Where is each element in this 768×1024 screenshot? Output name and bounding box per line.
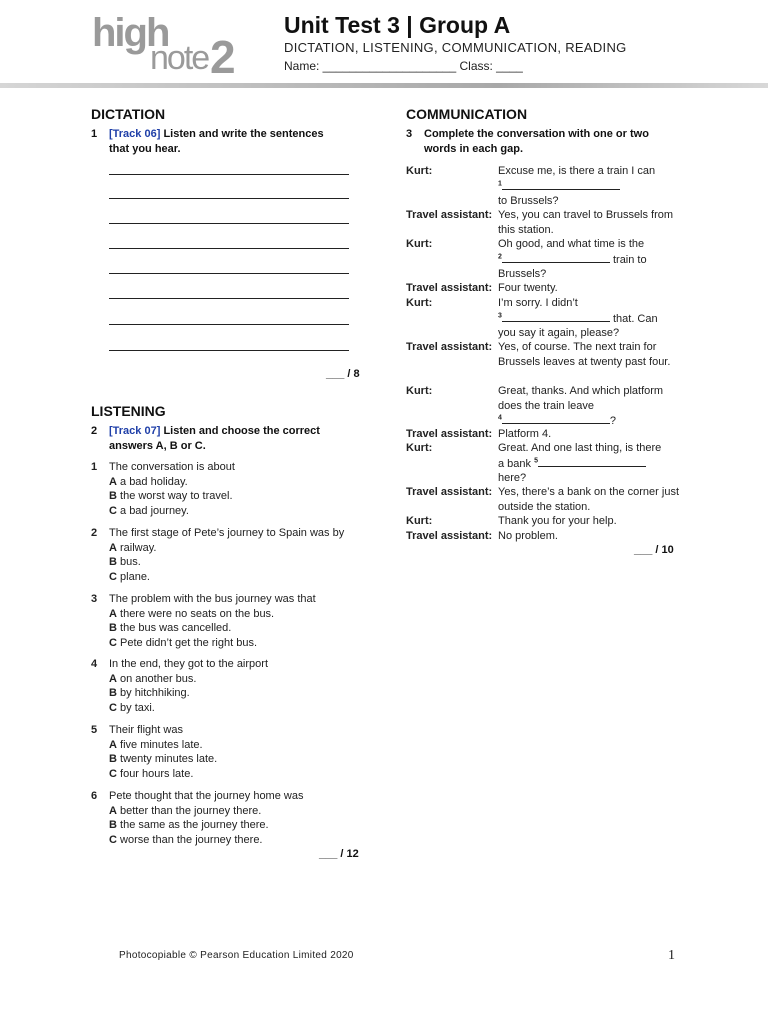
- speaker-label: Travel assistant:: [406, 209, 493, 221]
- test-subtitle: DICTATION, LISTENING, COMMUNICATION, READING: [284, 40, 627, 55]
- dialogue-turn: [406, 441, 686, 485]
- high-note-logo: [92, 10, 252, 83]
- question-text: In the end, they got to the airport: [109, 658, 268, 670]
- speaker-label: Kurt:: [406, 238, 433, 250]
- question-text: The first stage of Pete’s journey to Spain was by: [109, 527, 345, 539]
- question-item: [91, 789, 371, 849]
- dialogue-turn: [406, 427, 686, 442]
- name-class-line: Name: ____________________ Class: ____: [284, 59, 523, 73]
- dialogue-turn: [406, 384, 686, 428]
- option-b[interactable]: B the worst way to travel.: [109, 490, 233, 502]
- option-b[interactable]: B by hitchhiking.: [109, 687, 190, 699]
- utterance: Platform 4.: [498, 428, 552, 440]
- instruction-text: words in each gap.: [424, 143, 524, 155]
- answer-gap-4[interactable]: [502, 413, 610, 424]
- answer-gap-1[interactable]: [502, 179, 620, 190]
- communication-score: ___ / 10: [634, 544, 674, 556]
- option-c[interactable]: C a bad journey.: [109, 504, 189, 517]
- track-label: [Track 06]: [109, 128, 161, 140]
- question-item: [91, 592, 371, 652]
- option-c[interactable]: C worse than the journey there.: [109, 833, 263, 846]
- speaker-label: Travel assistant:: [406, 341, 493, 353]
- answer-line[interactable]: [109, 273, 349, 274]
- track-label: [Track 07]: [109, 425, 161, 437]
- dialogue-turn: [406, 485, 686, 514]
- option-b[interactable]: B the same as the journey there.: [109, 819, 269, 831]
- question-text: Pete thought that the journey home was: [109, 790, 304, 802]
- listening-instruction: [91, 424, 371, 456]
- utterance: Yes, there’s a bank on the corner just outside the station.: [498, 486, 680, 513]
- option-b[interactable]: B the bus was cancelled.: [109, 622, 232, 634]
- option-c[interactable]: C by taxi.: [109, 701, 155, 714]
- answer-line[interactable]: [109, 298, 349, 299]
- listening-score: ___ / 12: [319, 848, 359, 860]
- utterance: I’m sorry. I didn’t $^3$ that. Can you say it again, please?: [498, 297, 658, 339]
- dictation-heading: DICTATION: [91, 106, 166, 122]
- answer-line[interactable]: [109, 350, 349, 351]
- utterance: Great, thanks. And which platform does the train leave $^4$ ?: [498, 385, 664, 427]
- speaker-label: Travel assistant:: [406, 530, 493, 542]
- dialogue-turn: [406, 164, 686, 208]
- utterance: Great. And one last thing, is there a bank $^5$ here?: [498, 442, 662, 484]
- answer-line[interactable]: [109, 223, 349, 224]
- dialogue-turn: [406, 208, 686, 237]
- option-b[interactable]: B bus.: [109, 556, 141, 568]
- instruction-text: Listen and choose the correct: [163, 425, 320, 437]
- option-a[interactable]: A railway.: [109, 541, 157, 554]
- exercise-number: 1: [91, 128, 98, 140]
- communication-heading: COMMUNICATION: [406, 106, 528, 122]
- instruction-text: Listen and write the sentences: [163, 128, 324, 140]
- question-number: 5: [91, 724, 98, 736]
- speaker-label: Kurt:: [406, 385, 433, 397]
- question-number: 1: [91, 461, 98, 473]
- instruction-text: answers A, B or C.: [109, 440, 206, 452]
- question-text: The problem with the bus journey was that: [109, 593, 316, 605]
- option-c[interactable]: C plane.: [109, 570, 150, 583]
- question-item: [91, 723, 371, 783]
- dialogue-turn: [406, 529, 686, 544]
- option-c[interactable]: C four hours late.: [109, 767, 194, 780]
- header-divider: [0, 83, 768, 88]
- dialogue-turn: [406, 296, 686, 340]
- dictation-instruction: [91, 127, 371, 159]
- instruction-text: Complete the conversation with one or two: [424, 128, 649, 140]
- dialogue-turn: [406, 340, 686, 384]
- listening-heading: LISTENING: [91, 403, 166, 419]
- logo-number: 2: [210, 31, 236, 83]
- copyright-footer: Photocopiable © Pearson Education Limited 2020: [119, 950, 354, 961]
- logo-word-high: high: [92, 11, 169, 55]
- option-b[interactable]: B twenty minutes late.: [109, 753, 218, 765]
- utterance: Four twenty.: [498, 282, 558, 294]
- answer-line[interactable]: [109, 174, 349, 175]
- utterance: Yes, you can travel to Brussels from this station.: [498, 209, 674, 236]
- option-a[interactable]: A on another bus.: [109, 672, 197, 685]
- speaker-label: Travel assistant:: [406, 428, 493, 440]
- exercise-number: 2: [91, 425, 98, 437]
- speaker-label: Kurt:: [406, 442, 433, 454]
- question-item: [91, 460, 371, 520]
- question-item: [91, 526, 371, 586]
- instruction-text: that you hear.: [109, 143, 181, 155]
- dialogue-turn: [406, 281, 686, 296]
- utterance: No problem.: [498, 530, 558, 542]
- answer-line[interactable]: [109, 248, 349, 249]
- page-number: 1: [668, 948, 675, 963]
- page-header: [0, 0, 768, 92]
- option-a[interactable]: A there were no seats on the bus.: [109, 607, 275, 620]
- dialogue-turn: [406, 514, 686, 529]
- question-item: [91, 657, 371, 717]
- question-number: 4: [91, 658, 98, 670]
- communication-instruction: [406, 127, 686, 159]
- utterance: Excuse me, is there a train I can $^1$ to Brussels?: [498, 165, 656, 207]
- speaker-label: Kurt:: [406, 515, 433, 527]
- question-text: Their flight was: [109, 724, 183, 736]
- question-number: 6: [91, 790, 98, 802]
- option-c[interactable]: C Pete didn’t get the right bus.: [109, 636, 257, 649]
- answer-gap-2[interactable]: [502, 252, 610, 263]
- dictation-score: ___ / 8: [326, 368, 360, 380]
- option-a[interactable]: A better than the journey there.: [109, 804, 262, 817]
- answer-line[interactable]: [109, 324, 349, 325]
- question-number: 3: [91, 593, 98, 605]
- speaker-label: Kurt:: [406, 165, 433, 177]
- utterance: Oh good, and what time is the $^2$ train to Brussels?: [498, 238, 647, 280]
- dialogue-turn: [406, 237, 686, 281]
- question-number: 2: [91, 527, 98, 539]
- question-text: The conversation is about: [109, 461, 235, 473]
- exercise-number: 3: [406, 128, 413, 140]
- speaker-label: Travel assistant:: [406, 486, 493, 498]
- answer-gap-3[interactable]: [502, 311, 610, 322]
- logo-word-note: note: [150, 39, 209, 77]
- utterance: Thank you for your help.: [498, 515, 617, 527]
- option-a[interactable]: A five minutes late.: [109, 738, 203, 751]
- speaker-label: Kurt:: [406, 297, 433, 309]
- utterance: Yes, of course. The next train for Brussels leaves at twenty past four.: [498, 341, 671, 368]
- test-title: Unit Test 3 | Group A: [284, 12, 511, 38]
- answer-line[interactable]: [109, 198, 349, 199]
- speaker-label: Travel assistant:: [406, 282, 493, 294]
- answer-gap-5[interactable]: [538, 456, 646, 467]
- option-a[interactable]: A a bad holiday.: [109, 475, 188, 488]
